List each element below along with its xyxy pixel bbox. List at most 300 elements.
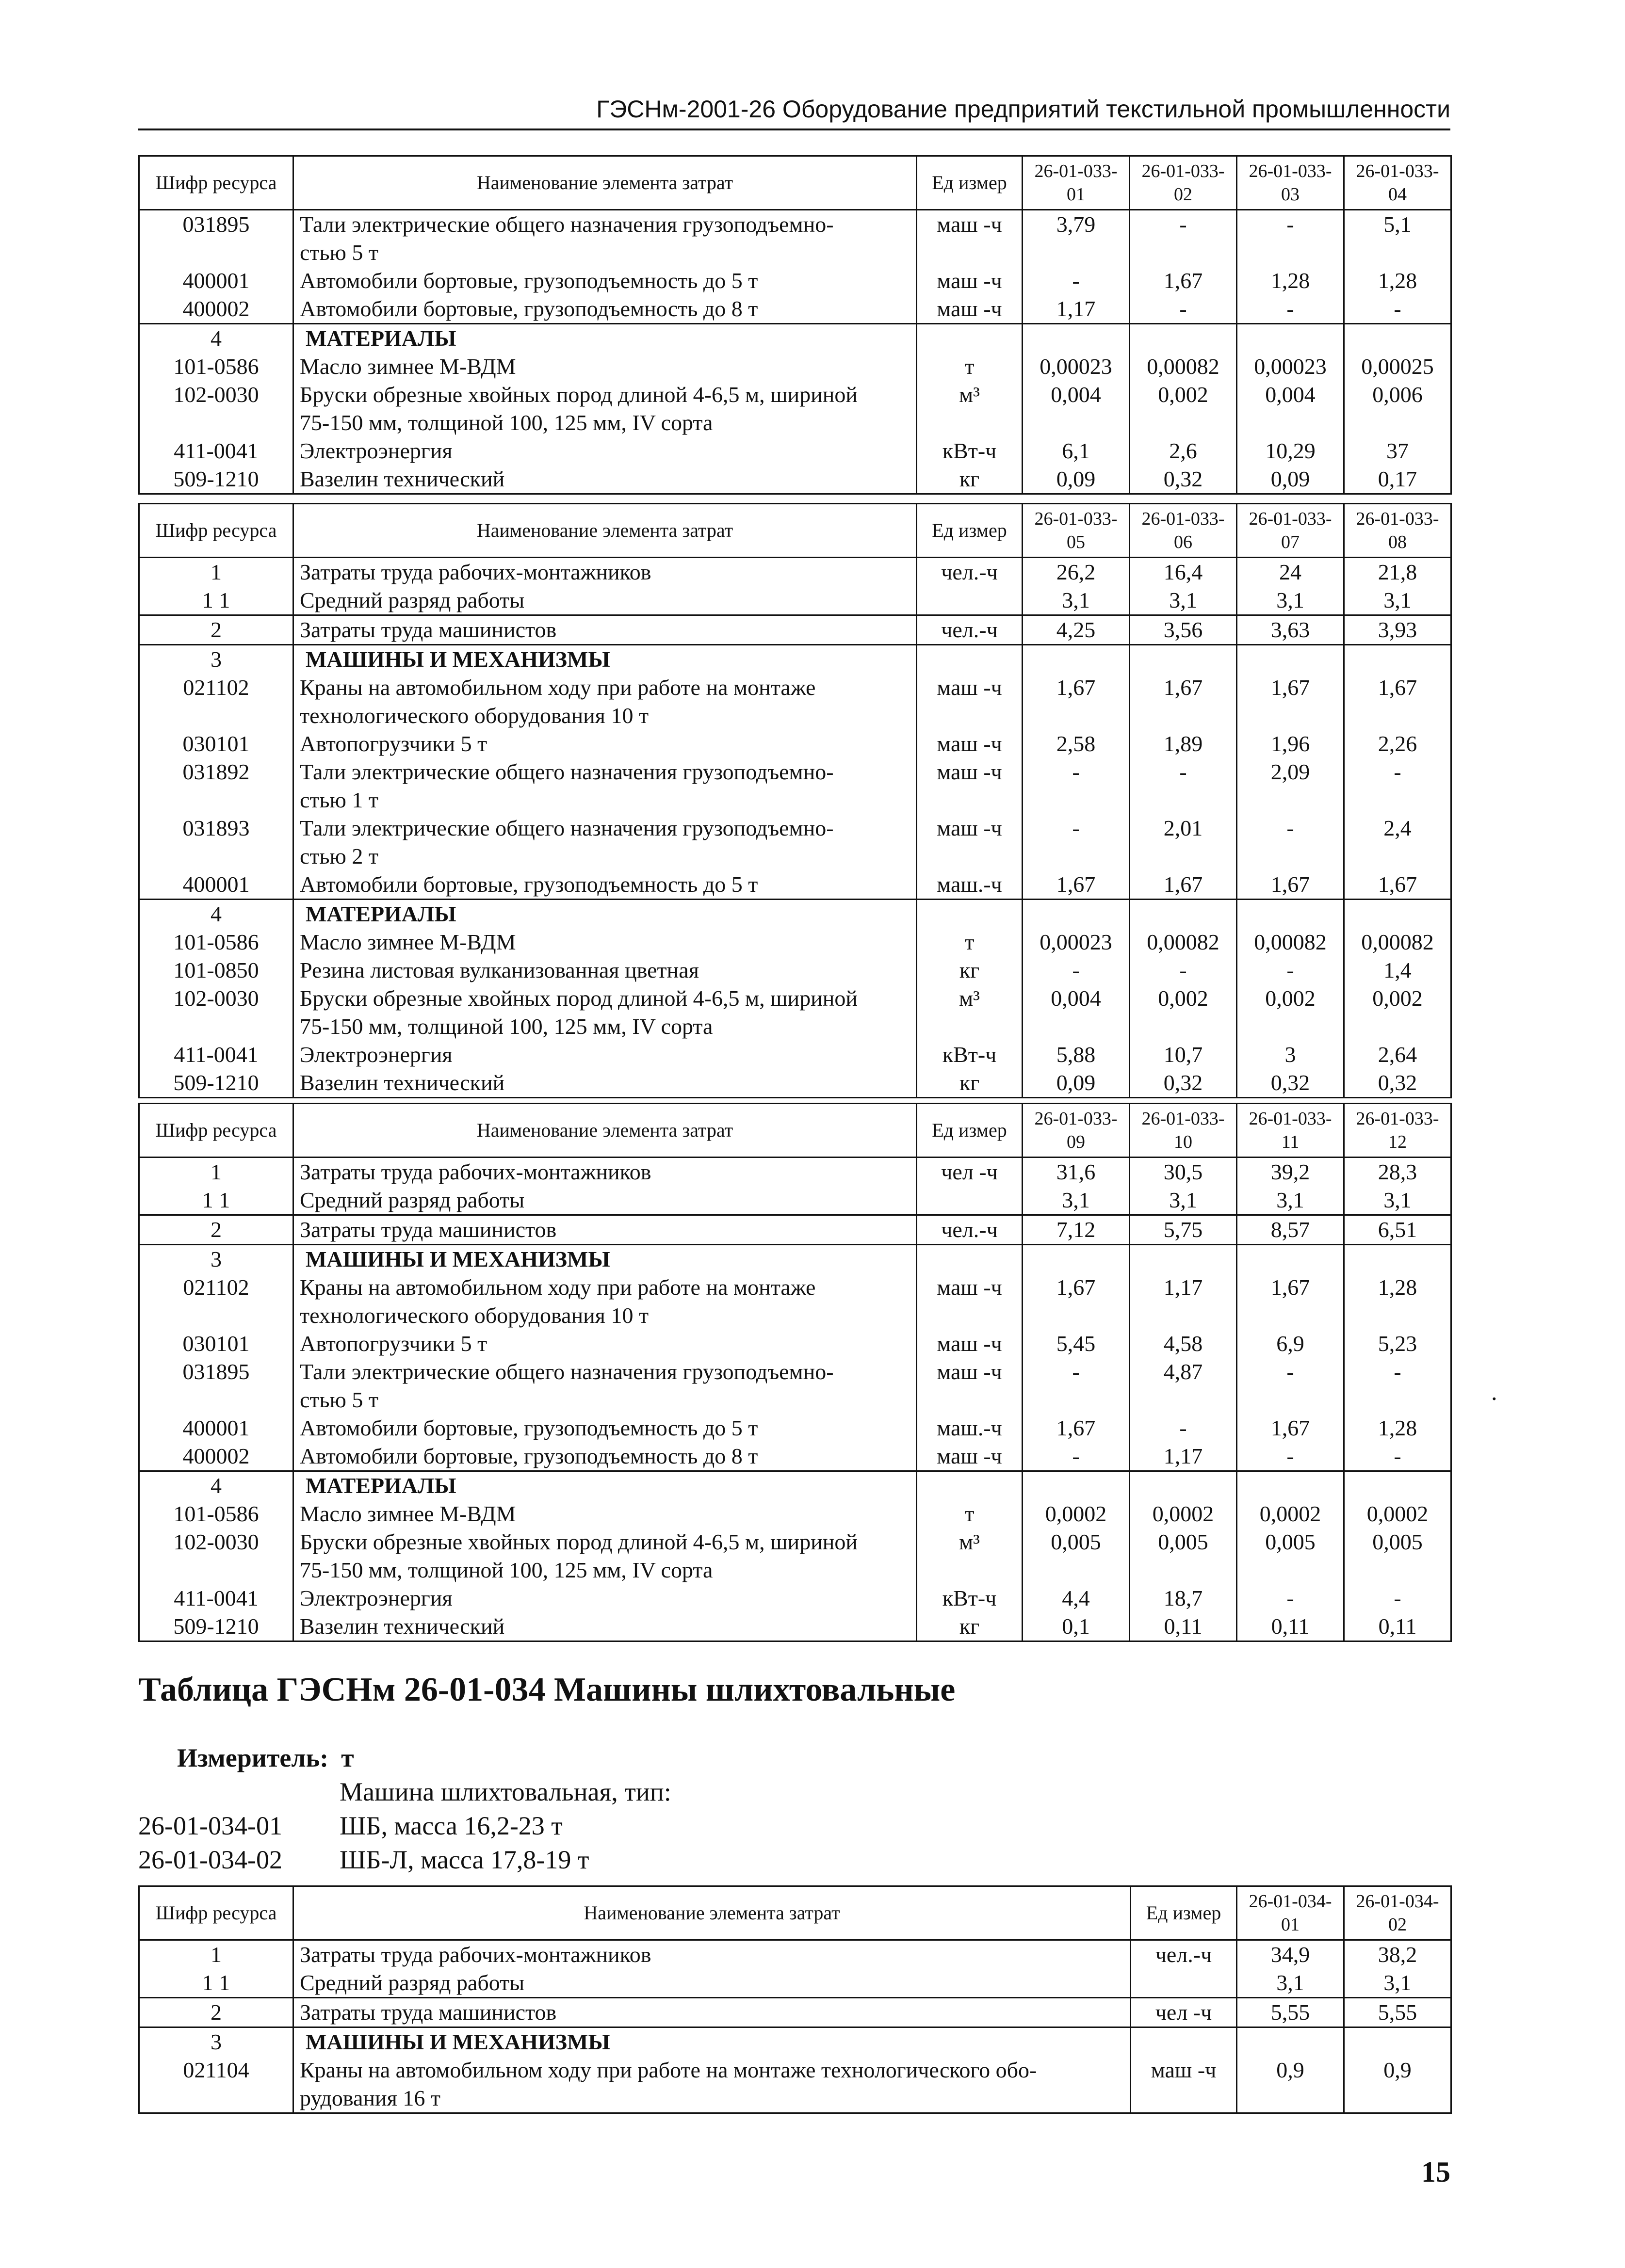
resource-name: [293, 1358, 917, 1414]
resource-name: [293, 2027, 1131, 2057]
column-header-norm: 26-01-033-01: [1023, 156, 1130, 210]
value-cell: 1,28: [1344, 1414, 1451, 1442]
column-header-norm: 26-01-033-08: [1344, 504, 1451, 558]
resource-name: [293, 645, 917, 674]
resource-name-line: 75-150 мм, толщиной 100, 125 мм, IV сорта: [300, 1558, 713, 1582]
unit-cell: кВт-ч: [917, 1041, 1023, 1069]
column-header-unit: Ед измер: [917, 156, 1023, 210]
value-cell: 1,67: [1344, 674, 1451, 730]
resource-code: 4: [139, 324, 293, 353]
resource-name: [293, 870, 917, 900]
table-row: [139, 2056, 1451, 2113]
value-cell: 0,9: [1344, 2056, 1451, 2113]
value-cell: 1,4: [1344, 956, 1451, 984]
resource-name-line: Средний разряд работы: [300, 588, 525, 612]
resource-name-line: Вазелин технический: [300, 466, 505, 491]
value-cell: 0,11: [1344, 1612, 1451, 1641]
column-header-code: Шифр ресурса: [139, 156, 293, 210]
value-cell: 7,12: [1023, 1215, 1130, 1245]
resource-code: 509-1210: [139, 1612, 293, 1641]
value-cell: 0,002: [1130, 381, 1237, 437]
table-row: [139, 870, 1451, 900]
value-cell: 1,67: [1023, 870, 1130, 900]
value-cell: 0,09: [1023, 465, 1130, 494]
value-cell: 1,28: [1344, 1273, 1451, 1330]
resource-name: [293, 1041, 917, 1069]
resource-name: [293, 1584, 917, 1612]
value-cell: 1,28: [1344, 267, 1451, 295]
unit-cell: маш.-ч: [917, 870, 1023, 900]
resource-name-line: Бруски обрезные хвойных пород длиной 4-6,5 м, шириной: [300, 382, 858, 407]
resource-name-line: 75-150 мм, толщиной 100, 125 мм, IV сорта: [300, 410, 713, 435]
unit-cell: т: [917, 1500, 1023, 1528]
table-row: [139, 1330, 1451, 1358]
resource-code: 1: [139, 558, 293, 587]
resource-name-line: Тали электрические общего назначения грузоподъемно-: [300, 1359, 834, 1384]
value-cell: 1,67: [1237, 1414, 1344, 1442]
section-row: [139, 645, 1451, 674]
unit-cell: кг: [917, 956, 1023, 984]
machine-type: Машина шлихтовальная, тип:: [340, 1777, 671, 1806]
resource-name-line: стью 5 т: [300, 1387, 378, 1412]
value-cell: -: [1023, 956, 1130, 984]
resource-name: [293, 1215, 917, 1245]
column-header-name: Наименование элемента затрат: [293, 504, 917, 558]
value-cell: 38,2: [1344, 1940, 1451, 1969]
column-header-code: Шифр ресурса: [139, 504, 293, 558]
value-cell: [1237, 645, 1344, 674]
value-cell: 1,67: [1130, 870, 1237, 900]
table-row: [139, 267, 1451, 295]
value-cell: 0,1: [1023, 1612, 1130, 1641]
resource-name-line: Краны на автомобильном ходу при работе на монтаже технологического обо-: [300, 2058, 1037, 2082]
resource-code: 021102: [139, 674, 293, 730]
resource-code: 509-1210: [139, 1069, 293, 1098]
unit-cell: [917, 1186, 1023, 1215]
page-header: ГЭСНм-2001-26 Оборудование предприятий текстильной промышленности: [138, 90, 1450, 130]
measure-line: [177, 1741, 367, 1775]
unit-cell: маш -ч: [917, 674, 1023, 730]
variant-code: 26-01-034-01: [138, 1811, 282, 1840]
resource-name-line: МАТЕРИАЛЫ: [306, 901, 456, 926]
resource-name: [293, 1158, 917, 1187]
resource-code: 411-0041: [139, 1041, 293, 1069]
value-cell: 0,9: [1237, 2056, 1344, 2113]
value-cell: 4,25: [1023, 615, 1130, 645]
resource-name: [293, 984, 917, 1041]
value-cell: 0,006: [1344, 381, 1451, 437]
value-cell: [1344, 1471, 1451, 1500]
value-cell: 0,00023: [1023, 353, 1130, 381]
value-cell: [1344, 2027, 1451, 2057]
value-cell: 5,1: [1344, 210, 1451, 267]
value-cell: 1,67: [1237, 674, 1344, 730]
value-cell: -: [1130, 956, 1237, 984]
resource-name: [293, 1969, 1131, 1998]
value-cell: 2,6: [1130, 437, 1237, 465]
column-header-norm: 26-01-033-05: [1023, 504, 1130, 558]
value-cell: 34,9: [1237, 1940, 1344, 1969]
value-cell: -: [1237, 210, 1344, 267]
resource-name-line: Масло зимнее М-ВДМ: [300, 930, 516, 954]
value-cell: -: [1237, 956, 1344, 984]
value-cell: -: [1344, 1358, 1451, 1414]
value-cell: 1,67: [1344, 870, 1451, 900]
resource-name: [293, 586, 917, 615]
value-cell: [1023, 900, 1130, 929]
unit-cell: кВт-ч: [917, 1584, 1023, 1612]
value-cell: -: [1130, 210, 1237, 267]
value-cell: [1237, 900, 1344, 929]
table-header-row: [139, 156, 1451, 210]
value-cell: 2,64: [1344, 1041, 1451, 1069]
resource-name-line: Масло зимнее М-ВДМ: [300, 354, 516, 379]
resource-name-line: МАШИНЫ И МЕХАНИЗМЫ: [306, 2029, 610, 2054]
unit-cell: м³: [917, 381, 1023, 437]
value-cell: [1023, 645, 1130, 674]
resource-code: 021102: [139, 1273, 293, 1330]
value-cell: -: [1344, 1584, 1451, 1612]
resource-code: 400002: [139, 295, 293, 324]
unit-cell: [917, 1471, 1023, 1500]
value-cell: 0,00025: [1344, 353, 1451, 381]
value-cell: 3,93: [1344, 615, 1451, 645]
table-row: [139, 984, 1451, 1041]
resource-name-line: Затраты труда рабочих-монтажников: [300, 1942, 651, 1967]
value-cell: 3,79: [1023, 210, 1130, 267]
resource-name-line: Краны на автомобильном ходу при работе на монтаже: [300, 1275, 816, 1300]
unit-cell: [1131, 1969, 1237, 1998]
resource-name-line: Средний разряд работы: [300, 1188, 525, 1212]
value-cell: -: [1344, 758, 1451, 814]
table-header-row: [139, 1104, 1451, 1158]
column-header-norm: 26-01-033-03: [1237, 156, 1344, 210]
resource-table-1: [138, 155, 1452, 495]
unit-cell: чел -ч: [1131, 1998, 1237, 2027]
value-cell: [1237, 324, 1344, 353]
value-cell: [1237, 1471, 1344, 1500]
unit-cell: кг: [917, 465, 1023, 494]
value-cell: 6,9: [1237, 1330, 1344, 1358]
value-cell: 18,7: [1130, 1584, 1237, 1612]
resource-name-line: Бруски обрезные хвойных пород длиной 4-6,5 м, шириной: [300, 986, 858, 1011]
value-cell: [1130, 900, 1237, 929]
variant-code: 26-01-034-02: [138, 1845, 282, 1874]
resource-name-line: Затраты труда рабочих-монтажников: [300, 1159, 651, 1184]
unit-cell: [917, 324, 1023, 353]
column-header-unit: Ед измер: [1131, 1886, 1237, 1940]
resource-name-line: технологического оборудования 10 т: [300, 1303, 649, 1328]
value-cell: 0,32: [1130, 465, 1237, 494]
unit-cell: маш -ч: [917, 730, 1023, 758]
value-cell: 5,75: [1130, 1215, 1237, 1245]
table-row: [139, 353, 1451, 381]
resource-name: [293, 1186, 917, 1215]
resource-name: [293, 1245, 917, 1274]
value-cell: 1,67: [1023, 1414, 1130, 1442]
resource-name-line: Автомобили бортовые, грузоподъемность до 5 т: [300, 1415, 758, 1440]
resource-name-line: Краны на автомобильном ходу при работе на монтаже: [300, 675, 816, 700]
resource-name-line: Автомобили бортовые, грузоподъемность до 8 т: [300, 1444, 758, 1468]
value-cell: 24: [1237, 558, 1344, 587]
value-cell: 0,004: [1237, 381, 1344, 437]
value-cell: [1344, 900, 1451, 929]
unit-cell: чел -ч: [917, 1158, 1023, 1187]
value-cell: 31,6: [1023, 1158, 1130, 1187]
variant-row: [138, 1809, 769, 1843]
resource-name-line: Автомобили бортовые, грузоподъемность до 5 т: [300, 268, 758, 293]
unit-cell: маш -ч: [1131, 2056, 1237, 2113]
resource-name-line: МАШИНЫ И МЕХАНИЗМЫ: [306, 1247, 610, 1271]
value-cell: [1130, 645, 1237, 674]
resource-code: 1 1: [139, 586, 293, 615]
unit-cell: маш -ч: [917, 1330, 1023, 1358]
variant-desc: ШБ, масса 16,2-23 т: [340, 1811, 563, 1840]
resource-code: 1 1: [139, 1969, 293, 1998]
section-row: [139, 1245, 1451, 1274]
value-cell: 0,00082: [1344, 928, 1451, 956]
value-cell: 1,67: [1237, 870, 1344, 900]
resource-code: 031895: [139, 1358, 293, 1414]
value-cell: 10,7: [1130, 1041, 1237, 1069]
table-row: [139, 1528, 1451, 1584]
value-cell: 0,004: [1023, 984, 1130, 1041]
column-header-norm: 26-01-034-02: [1344, 1886, 1451, 1940]
value-cell: 3,1: [1130, 1186, 1237, 1215]
value-cell: [1130, 324, 1237, 353]
resource-name-line: технологического оборудования 10 т: [300, 703, 649, 728]
column-header-norm: 26-01-033-07: [1237, 504, 1344, 558]
table-row: [139, 615, 1451, 645]
table-row: [139, 295, 1451, 324]
value-cell: 10,29: [1237, 437, 1344, 465]
section-row: [139, 2027, 1451, 2057]
value-cell: -: [1237, 1584, 1344, 1612]
unit-cell: маш.-ч: [917, 1414, 1023, 1442]
resource-name: [293, 1414, 917, 1442]
table-row: [139, 1158, 1451, 1187]
value-cell: -: [1237, 814, 1344, 870]
value-cell: 0,00023: [1023, 928, 1130, 956]
resource-name: [293, 295, 917, 324]
unit-cell: м³: [917, 984, 1023, 1041]
resource-name-line: Автомобили бортовые, грузоподъемность до 8 т: [300, 296, 758, 321]
column-header-norm: 26-01-034-01: [1237, 1886, 1344, 1940]
value-cell: 4,87: [1130, 1358, 1237, 1414]
column-header-norm: 26-01-033-11: [1237, 1104, 1344, 1158]
table-row: [139, 465, 1451, 494]
value-cell: 21,8: [1344, 558, 1451, 587]
table-title: Таблица ГЭСНм 26-01-034 Машины шлихтовальные: [138, 1671, 956, 1708]
value-cell: 0,005: [1344, 1528, 1451, 1584]
value-cell: 6,51: [1344, 1215, 1451, 1245]
resource-code: 2: [139, 1998, 293, 2027]
value-cell: 1,67: [1130, 267, 1237, 295]
value-cell: 0,32: [1344, 1069, 1451, 1098]
value-cell: -: [1344, 1442, 1451, 1471]
value-cell: 5,45: [1023, 1330, 1130, 1358]
resource-name: [293, 558, 917, 587]
value-cell: 0,005: [1130, 1528, 1237, 1584]
table-row: [139, 730, 1451, 758]
resource-name: [293, 267, 917, 295]
resource-name: [293, 730, 917, 758]
resource-name: [293, 1442, 917, 1471]
value-cell: 5,88: [1023, 1041, 1130, 1069]
resource-name-line: Автопогрузчики 5 т: [300, 1331, 488, 1356]
value-cell: 1,17: [1023, 295, 1130, 324]
value-cell: 1,89: [1130, 730, 1237, 758]
value-cell: -: [1023, 1442, 1130, 1471]
resource-name-line: Резина листовая вулканизованная цветная: [300, 958, 699, 982]
unit-cell: т: [917, 928, 1023, 956]
value-cell: -: [1237, 295, 1344, 324]
value-cell: 0,0002: [1130, 1500, 1237, 1528]
value-cell: 0,11: [1237, 1612, 1344, 1641]
table-row: [139, 1584, 1451, 1612]
resource-name-line: Электроэнергия: [300, 1042, 453, 1067]
value-cell: 1,67: [1023, 674, 1130, 730]
unit-cell: чел.-ч: [917, 558, 1023, 587]
table-row: [139, 1500, 1451, 1528]
resource-code: 400001: [139, 1414, 293, 1442]
resource-name: [293, 1330, 917, 1358]
resource-name-line: Масло зимнее М-ВДМ: [300, 1501, 516, 1526]
value-cell: 3,1: [1237, 1186, 1344, 1215]
resource-code: 3: [139, 645, 293, 674]
table-header-row: [139, 504, 1451, 558]
resource-code: 1: [139, 1158, 293, 1187]
value-cell: 0,09: [1237, 465, 1344, 494]
value-cell: 0,00082: [1237, 928, 1344, 956]
resource-code: 400001: [139, 870, 293, 900]
unit-cell: маш -ч: [917, 267, 1023, 295]
resource-code: 102-0030: [139, 984, 293, 1041]
value-cell: 0,004: [1023, 381, 1130, 437]
table-row: [139, 1215, 1451, 1245]
value-cell: 1,67: [1023, 1273, 1130, 1330]
resource-name-line: Тали электрические общего назначения грузоподъемно-: [300, 759, 834, 784]
value-cell: 0,005: [1023, 1528, 1130, 1584]
unit-cell: [917, 586, 1023, 615]
value-cell: 0,0002: [1023, 1500, 1130, 1528]
resource-code: 102-0030: [139, 1528, 293, 1584]
resource-name-line: Затраты труда машинистов: [300, 2000, 557, 2025]
resource-name-line: Вазелин технический: [300, 1614, 505, 1639]
resource-name-line: 75-150 мм, толщиной 100, 125 мм, IV сорта: [300, 1014, 713, 1039]
variant-desc: ШБ-Л, масса 17,8-19 т: [340, 1845, 589, 1874]
table-row: [139, 814, 1451, 870]
value-cell: 0,00023: [1237, 353, 1344, 381]
resource-name-line: МАТЕРИАЛЫ: [306, 1473, 456, 1498]
value-cell: 0,002: [1237, 984, 1344, 1041]
unit-cell: [1131, 2027, 1237, 2057]
resource-code: 3: [139, 1245, 293, 1274]
table-row: [139, 1186, 1451, 1215]
resource-name-line: стью 2 т: [300, 844, 378, 869]
value-cell: 0,002: [1344, 984, 1451, 1041]
resource-code: 400002: [139, 1442, 293, 1471]
value-cell: [1023, 324, 1130, 353]
value-cell: 6,1: [1023, 437, 1130, 465]
value-cell: 0,17: [1344, 465, 1451, 494]
unit-cell: [917, 645, 1023, 674]
value-cell: 3,1: [1237, 1969, 1344, 1998]
value-cell: 5,55: [1344, 1998, 1451, 2027]
value-cell: [1344, 324, 1451, 353]
value-cell: -: [1023, 1358, 1130, 1414]
resource-code: 101-0850: [139, 956, 293, 984]
value-cell: 1,67: [1130, 674, 1237, 730]
value-cell: -: [1023, 758, 1130, 814]
resource-code: 1 1: [139, 1186, 293, 1215]
unit-cell: маш -ч: [917, 814, 1023, 870]
value-cell: 1,67: [1237, 1273, 1344, 1330]
value-cell: [1023, 1471, 1130, 1500]
value-cell: 0,00082: [1130, 928, 1237, 956]
resource-code: 509-1210: [139, 465, 293, 494]
value-cell: -: [1130, 295, 1237, 324]
resource-code: 101-0586: [139, 353, 293, 381]
value-cell: [1023, 1245, 1130, 1274]
resource-name-line: Тали электрические общего назначения грузоподъемно-: [300, 212, 834, 237]
table-row: [139, 437, 1451, 465]
resource-name: [293, 900, 917, 929]
resource-name-line: Электроэнергия: [300, 438, 453, 463]
resource-name-line: Тали электрические общего назначения грузоподъемно-: [300, 816, 834, 840]
resource-name-line: стью 5 т: [300, 240, 378, 265]
value-cell: 3,1: [1344, 586, 1451, 615]
resource-name: [293, 1998, 1131, 2027]
resource-name: [293, 1069, 917, 1098]
value-cell: -: [1130, 758, 1237, 814]
column-header-code: Шифр ресурса: [139, 1104, 293, 1158]
resource-name-line: МАШИНЫ И МЕХАНИЗМЫ: [306, 647, 610, 672]
resource-name: [293, 2056, 1131, 2113]
resource-code: 031893: [139, 814, 293, 870]
value-cell: 3,1: [1344, 1186, 1451, 1215]
resource-code: 030101: [139, 730, 293, 758]
resource-name: [293, 615, 917, 645]
stray-mark: ·: [1490, 1385, 1498, 1412]
value-cell: 1,17: [1130, 1273, 1237, 1330]
value-cell: 2,01: [1130, 814, 1237, 870]
value-cell: 2,4: [1344, 814, 1451, 870]
value-cell: 0,32: [1130, 1069, 1237, 1098]
page-number: 15: [1421, 2156, 1450, 2188]
resource-name-line: МАТЕРИАЛЫ: [306, 326, 456, 351]
unit-cell: маш -ч: [917, 1442, 1023, 1471]
value-cell: [1344, 645, 1451, 674]
table-row: [139, 758, 1451, 814]
resource-name-line: Средний разряд работы: [300, 1970, 525, 1995]
table-row: [139, 210, 1451, 267]
unit-cell: кг: [917, 1069, 1023, 1098]
unit-cell: маш -ч: [917, 1358, 1023, 1414]
resource-name: [293, 814, 917, 870]
resource-table-4: [138, 1885, 1452, 2114]
resource-code: 101-0586: [139, 1500, 293, 1528]
resource-name: [293, 758, 917, 814]
table-row: [139, 558, 1451, 587]
value-cell: 0,0002: [1344, 1500, 1451, 1528]
resource-name-line: Автомобили бортовые, грузоподъемность до 5 т: [300, 872, 758, 897]
resource-code: 102-0030: [139, 381, 293, 437]
section-row: [139, 1471, 1451, 1500]
value-cell: 1,28: [1237, 267, 1344, 295]
value-cell: 2,26: [1344, 730, 1451, 758]
column-header-norm: 26-01-033-10: [1130, 1104, 1237, 1158]
